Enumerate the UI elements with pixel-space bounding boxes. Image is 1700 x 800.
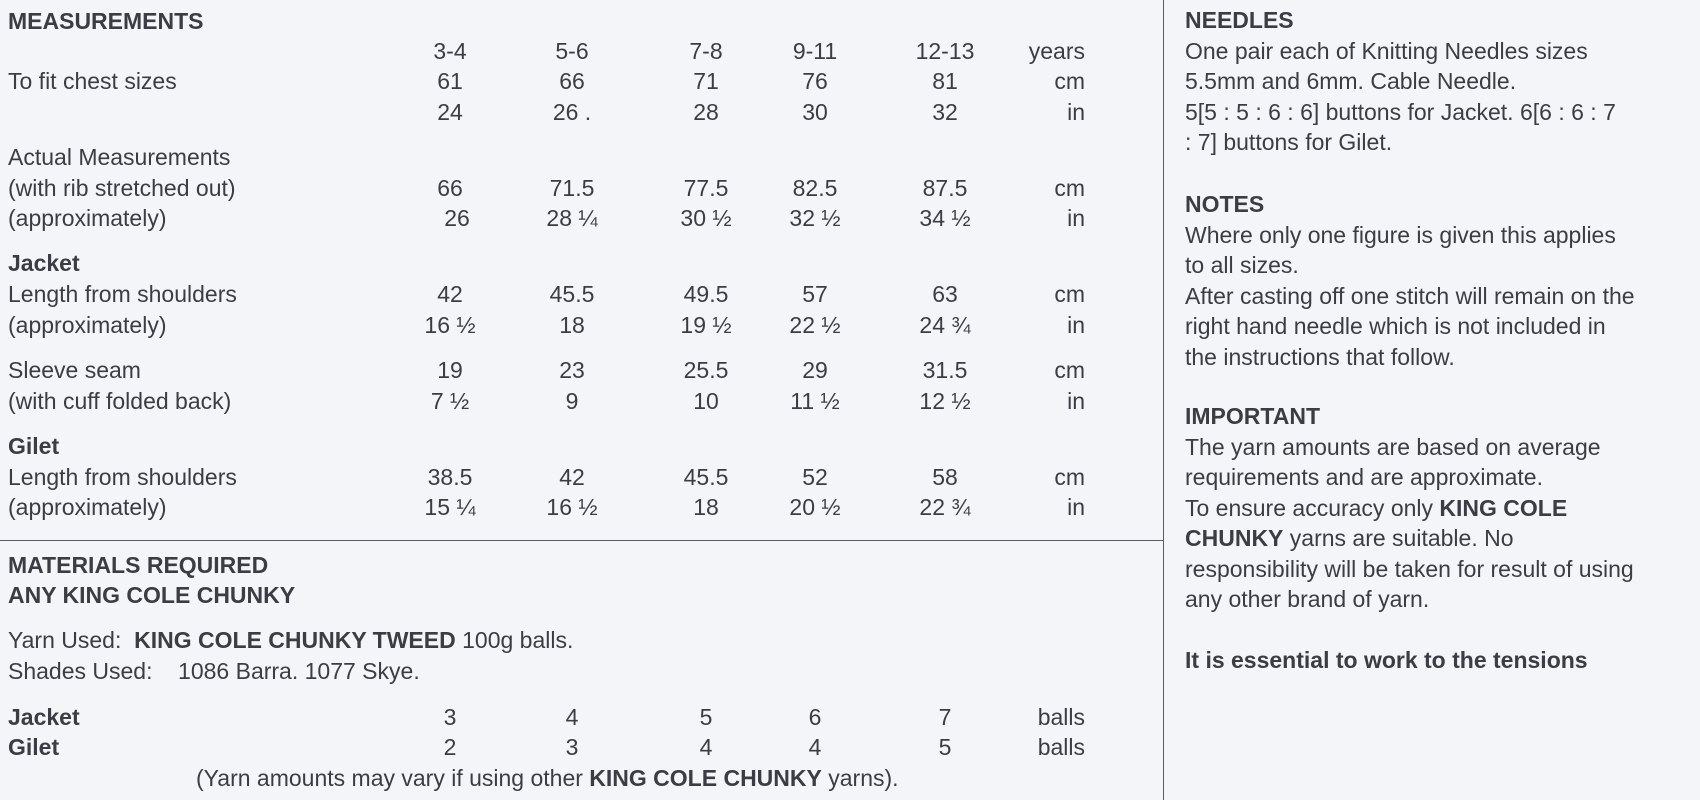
sleeve-unit-cm: cm <box>1054 357 1085 383</box>
sizes-unit: years <box>1028 38 1085 64</box>
notes-line-3: After casting off one stitch will remain on the <box>1185 282 1635 309</box>
gilet-balls-1: 2 <box>443 734 457 760</box>
size-5: 12-13 <box>915 38 975 64</box>
sleeve-in-5: 12 ½ <box>919 388 971 414</box>
tension-note: It is essential to work to the tensions <box>1185 647 1588 673</box>
important-brand-1: KING COLE <box>1439 494 1568 521</box>
jacket-cm-2: 45.5 <box>549 281 595 307</box>
gilet-in-4: 20 ½ <box>789 494 841 520</box>
notes-heading: NOTES <box>1185 191 1265 217</box>
sleeve-in-1: 7 ½ <box>430 388 470 414</box>
notes-line-4: right hand needle which is not included in <box>1185 313 1606 339</box>
important-line-4 <box>1185 523 1695 554</box>
needles-section <box>1185 5 1695 158</box>
needles-heading: NEEDLES <box>1185 7 1294 33</box>
important-brand-2: CHUNKY <box>1185 525 1284 551</box>
jacket-cm-4: 57 <box>802 281 828 307</box>
sleeve-in-3: 10 <box>693 388 719 414</box>
yarn-note-prefix: (Yarn amounts may vary if using other <box>196 765 583 791</box>
jacket-balls-2: 4 <box>565 704 579 730</box>
gilet-cm-1: 38.5 <box>427 464 473 490</box>
yarn-note <box>196 763 899 794</box>
yarn-note-brand: KING COLE CHUNKY <box>589 765 822 791</box>
important-section <box>1185 401 1695 615</box>
jacket-cm-5: 63 <box>932 281 958 307</box>
notes-section <box>1185 189 1695 372</box>
sleeve-in-2: 9 <box>565 388 579 414</box>
jacket-balls-1: 3 <box>443 704 457 730</box>
jacket-in-3: 19 ½ <box>680 312 732 338</box>
shades-label: Shades Used: <box>8 658 153 684</box>
chest-in-3: 28 <box>693 99 719 125</box>
actual-unit-cm: cm <box>1054 175 1085 201</box>
jacket-label-1: Length from shoulders <box>8 281 237 307</box>
jacket-balls-label: Jacket <box>8 704 80 730</box>
sleeve-cm-5: 31.5 <box>922 357 968 383</box>
actual-in-4: 32 ½ <box>789 205 841 231</box>
size-4: 9-11 <box>792 38 838 64</box>
actual-unit-in: in <box>1067 205 1085 231</box>
sleeve-unit-in: in <box>1067 388 1085 414</box>
important-line-3-text: To ensure accuracy only <box>1185 494 1434 521</box>
needles-line-1: One pair each of Knitting Needles sizes <box>1185 37 1588 64</box>
important-line-4-text: yarns are suitable. No <box>1289 525 1514 551</box>
size-2: 5-6 <box>555 38 589 64</box>
column-divider <box>1163 0 1164 800</box>
jacket-unit-cm: cm <box>1054 281 1085 307</box>
jacket-heading: Jacket <box>8 250 80 276</box>
materials-subheading: ANY KING COLE CHUNKY <box>8 582 296 608</box>
chest-cm-1: 61 <box>437 68 463 94</box>
chest-cm-5: 81 <box>932 68 958 94</box>
chest-unit-in: in <box>1067 99 1085 125</box>
chest-in-4: 30 <box>802 99 828 125</box>
important-line-1: The yarn amounts are based on average <box>1185 433 1601 460</box>
jacket-cm-1: 42 <box>437 281 463 307</box>
size-3: 7-8 <box>689 38 723 64</box>
actual-in-1: 26 <box>444 205 470 231</box>
gilet-label-2: (approximately) <box>8 494 167 520</box>
actual-label-1: Actual Measurements <box>8 144 231 170</box>
actual-in-2: 28 ¼ <box>546 205 598 231</box>
yarn-used-label: Yarn Used: <box>8 627 122 653</box>
measurements-heading: MEASUREMENTS <box>8 8 204 34</box>
needles-line-3: 5[5 : 5 : 6 : 6] buttons for Jacket. 6[6 : 6 : 7 <box>1185 98 1616 125</box>
shades-values: 1086 Barra. 1077 Skye. <box>178 658 420 684</box>
jacket-cm-3: 49.5 <box>683 281 729 307</box>
gilet-cm-4: 52 <box>802 464 828 490</box>
gilet-cm-3: 45.5 <box>683 464 729 490</box>
sleeve-cm-2: 23 <box>559 357 585 383</box>
sleeve-label-1: Sleeve seam <box>8 357 141 383</box>
gilet-balls-label: Gilet <box>8 734 60 760</box>
sleeve-in-4: 11 ½ <box>790 388 840 414</box>
notes-line-5: the instructions that follow. <box>1185 343 1455 370</box>
gilet-cm-5: 58 <box>932 464 958 490</box>
important-line-6: any other brand of yarn. <box>1185 586 1430 612</box>
materials-heading: MATERIALS REQUIRED <box>8 552 269 578</box>
chest-cm-4: 76 <box>802 68 828 94</box>
chest-cm-2: 66 <box>559 68 585 94</box>
actual-in-5: 34 ½ <box>919 205 971 231</box>
jacket-label-2: (approximately) <box>8 312 167 338</box>
actual-cm-3: 77.5 <box>683 175 729 201</box>
size-1: 3-4 <box>433 38 467 64</box>
gilet-cm-2: 42 <box>559 464 585 490</box>
sleeve-cm-3: 25.5 <box>683 357 729 383</box>
gilet-label-1: Length from shoulders <box>8 464 237 490</box>
gilet-unit-cm: cm <box>1054 464 1085 490</box>
sleeve-cm-4: 29 <box>802 357 828 383</box>
jacket-balls-unit: balls <box>1037 704 1085 730</box>
notes-line-1: Where only one figure is given this applies <box>1185 221 1616 248</box>
sleeve-cm-1: 19 <box>437 357 463 383</box>
section-divider <box>0 540 1163 541</box>
chest-label: To fit chest sizes <box>8 68 177 94</box>
yarn-used-line <box>8 625 573 656</box>
chest-in-5: 32 <box>932 99 958 125</box>
yarn-note-suffix: yarns). <box>828 765 899 791</box>
sleeve-label-2: (with cuff folded back) <box>8 388 232 414</box>
jacket-unit-in: in <box>1067 312 1085 338</box>
gilet-balls-3: 4 <box>699 734 713 760</box>
gilet-balls-5: 5 <box>938 734 952 760</box>
gilet-heading: Gilet <box>8 433 60 459</box>
jacket-in-1: 16 ½ <box>424 312 476 338</box>
chest-cm-3: 71 <box>693 68 719 94</box>
gilet-in-1: 15 ¼ <box>424 494 476 520</box>
yarn-name: KING COLE CHUNKY TWEED <box>134 627 456 653</box>
chest-in-1: 24 <box>437 99 463 125</box>
gilet-in-2: 16 ½ <box>546 494 598 520</box>
jacket-balls-3: 5 <box>699 704 713 730</box>
gilet-balls-unit: balls <box>1037 734 1085 760</box>
important-line-2: requirements and are approximate. <box>1185 464 1543 490</box>
jacket-in-4: 22 ½ <box>789 312 841 338</box>
needles-line-2: 5.5mm and 6mm. Cable Needle. <box>1185 68 1517 94</box>
jacket-balls-5: 7 <box>938 704 952 730</box>
actual-cm-5: 87.5 <box>922 175 968 201</box>
gilet-balls-2: 3 <box>565 734 579 760</box>
shades-line <box>8 656 420 687</box>
yarn-weight: 100g balls. <box>462 627 574 653</box>
gilet-in-3: 18 <box>693 494 719 520</box>
jacket-balls-4: 6 <box>808 704 822 730</box>
jacket-in-5: 24 ¾ <box>919 312 971 338</box>
needles-line-4: : 7] buttons for Gilet. <box>1185 129 1393 155</box>
important-heading: IMPORTANT <box>1185 403 1321 429</box>
chest-unit-cm: cm <box>1054 68 1085 94</box>
actual-label-2: (with rib stretched out) <box>8 175 236 201</box>
gilet-unit-in: in <box>1067 494 1085 520</box>
gilet-in-5: 22 ¾ <box>919 494 971 520</box>
chest-in-2: 26 . <box>552 99 592 125</box>
gilet-balls-4: 4 <box>808 734 822 760</box>
important-line-3 <box>1185 493 1695 524</box>
jacket-in-2: 18 <box>559 312 585 338</box>
important-line-5: responsibility will be taken for result of using <box>1185 555 1634 582</box>
actual-cm-2: 71.5 <box>549 175 595 201</box>
actual-cm-4: 82.5 <box>792 175 838 201</box>
notes-line-2: to all sizes. <box>1185 252 1299 278</box>
actual-label-3: (approximately) <box>8 205 167 231</box>
actual-in-3: 30 ½ <box>680 205 732 231</box>
actual-cm-1: 66 <box>437 175 463 201</box>
